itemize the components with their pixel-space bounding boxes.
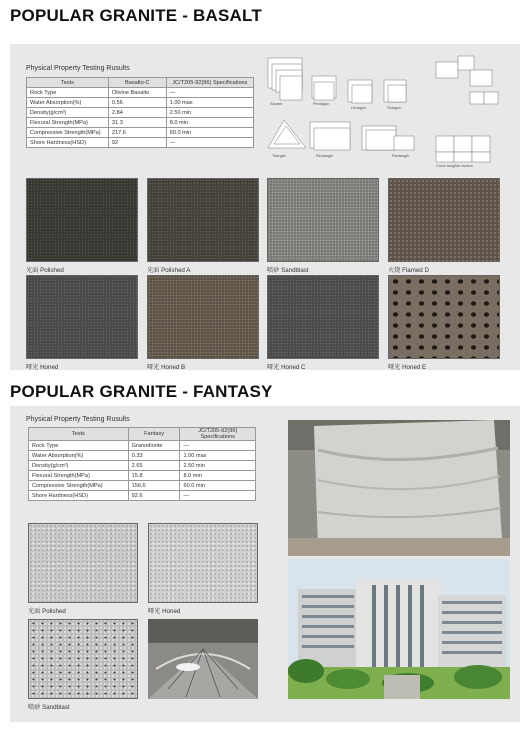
table-row	[27, 128, 254, 138]
table-cell: 2.84	[108, 108, 166, 118]
table-cell: Density(g/cm³)	[27, 108, 109, 118]
basalt-panel	[10, 44, 520, 370]
shape-label: Hexagon	[351, 106, 367, 110]
table-cell: 92.6	[128, 491, 180, 501]
table-cell: 2.50 min	[166, 108, 253, 118]
fantasy-panel	[10, 406, 520, 722]
column-header: Fantasy	[128, 428, 180, 441]
table-cell: —	[166, 88, 253, 98]
shape-label: Square	[270, 102, 283, 106]
swatch-caption: 哑光 Honed	[26, 364, 59, 371]
table-row	[29, 491, 256, 501]
basalt-section-title: POPULAR GRANITE - BASALT	[10, 6, 262, 25]
table-cell: Water Absorption(%)	[29, 451, 129, 461]
table-cell: 2.50 min	[180, 461, 256, 471]
table-cell: Rock Type	[27, 88, 109, 98]
table-cell: 8.0 min	[166, 118, 253, 128]
swatch-caption: 哑光 Honed	[148, 608, 181, 615]
table-cell: 156.6	[128, 481, 180, 491]
basalt-polished-a-swatch	[147, 178, 259, 262]
shape-label: Cross tangible bottom	[436, 164, 473, 168]
table-cell: Flexural Strength(MPa)	[27, 118, 109, 128]
basalt-flamed-d-swatch	[388, 178, 500, 262]
swatch-caption: 哑光 Honed C	[267, 364, 306, 371]
basalt-polished-swatch	[26, 178, 138, 262]
table-cell: Density(g/cm³)	[29, 461, 129, 471]
table-cell: —	[180, 441, 256, 451]
table-cell: 1.00 max	[180, 451, 256, 461]
column-header: JC/T205-92(96) Specifications	[166, 78, 253, 88]
swatch-caption: 哑光 Honed B	[147, 364, 186, 371]
fantasy-building-photo	[288, 559, 510, 699]
fantasy-slab-photo	[288, 420, 510, 556]
table-cell: 31.3	[108, 118, 166, 128]
shape-label: Pentagon	[313, 102, 330, 106]
basalt-honed-swatch	[26, 275, 138, 359]
table-row	[29, 441, 256, 451]
swatch-caption: 光面 Polished	[28, 608, 66, 615]
fantasy-honed-swatch	[148, 523, 258, 603]
table-cell: 0.56	[108, 98, 166, 108]
table-row	[29, 471, 256, 481]
basalt-sandblast-swatch	[267, 178, 379, 262]
table-row	[29, 451, 256, 461]
table-cell: —	[166, 138, 253, 148]
table-cell: Rock Type	[29, 441, 129, 451]
table-cell: 217.6	[108, 128, 166, 138]
table-cell: 0.33	[128, 451, 180, 461]
table-row	[27, 88, 254, 98]
table-cell: Flexural Strength(MPa)	[29, 471, 129, 481]
table-row	[29, 481, 256, 491]
table-cell: Shore Hardness(HSD)	[27, 138, 109, 148]
basalt-honed-c-swatch	[267, 275, 379, 359]
table-cell: 15.8	[128, 471, 180, 481]
column-header: Basalto-C	[108, 78, 166, 88]
table-row	[27, 98, 254, 108]
table-header-row	[29, 428, 256, 441]
table-row	[27, 138, 254, 148]
fantasy-section-title: POPULAR GRANITE - FANTASY	[10, 382, 273, 401]
table-cell: Compressive Strength(MPa)	[29, 481, 129, 491]
table-row	[29, 461, 256, 471]
table-cell: 60.0 min	[180, 481, 256, 491]
table-cell: 60.0 min	[166, 128, 253, 138]
table-cell: 8.0 min	[180, 471, 256, 481]
table-cell: 92	[108, 138, 166, 148]
shape-label: Triangle	[272, 154, 286, 158]
swatch-caption: 光面 Polished A	[147, 267, 191, 274]
swatch-caption: 喷砂 Sandblast	[28, 704, 70, 711]
table-row	[27, 118, 254, 128]
shape-label: Rectangle	[392, 154, 410, 158]
table-cell: Granodiorite	[128, 441, 180, 451]
fantasy-sandblast-swatch	[28, 619, 138, 699]
table-cell: Water Absorption(%)	[27, 98, 109, 108]
table-header-row	[27, 78, 254, 88]
shape-label: Octagon	[387, 106, 402, 110]
basalt-honed-e-swatch	[388, 275, 500, 359]
fantasy-table-title: Physical Property Testing Rusults	[26, 416, 130, 423]
swatch-caption: 光面 Polished	[26, 267, 64, 274]
column-header: Tests	[29, 428, 129, 441]
table-cell: Olivine Basalto	[108, 88, 166, 98]
table-cell: Shore Hardness(HSD)	[29, 491, 129, 501]
table-cell: Compressive Strength(MPa)	[27, 128, 109, 138]
swatch-caption: 哑光 Honed E	[388, 364, 427, 371]
basalt-honed-b-swatch	[147, 275, 259, 359]
table-cell: 2.65	[128, 461, 180, 471]
basalt-table-title: Physical Property Testing Rusults	[26, 65, 130, 72]
column-header: Tests	[27, 78, 109, 88]
table-cell: —	[180, 491, 256, 501]
table-cell: 1.00 max	[166, 98, 253, 108]
shape-dimension-diagrams	[262, 52, 512, 174]
fantasy-floor-installation-photo	[148, 619, 258, 699]
table-row	[27, 108, 254, 118]
shape-label: Rectangle	[316, 154, 334, 158]
swatch-caption: 火烧 Flamed D	[388, 267, 429, 274]
fantasy-polished-swatch	[28, 523, 138, 603]
basalt-property-table	[26, 77, 254, 148]
fantasy-property-table	[28, 427, 256, 501]
swatch-caption: 喷砂 Sandblast	[267, 267, 309, 274]
column-header: JC/T205-92(96) Specifications	[180, 428, 256, 441]
